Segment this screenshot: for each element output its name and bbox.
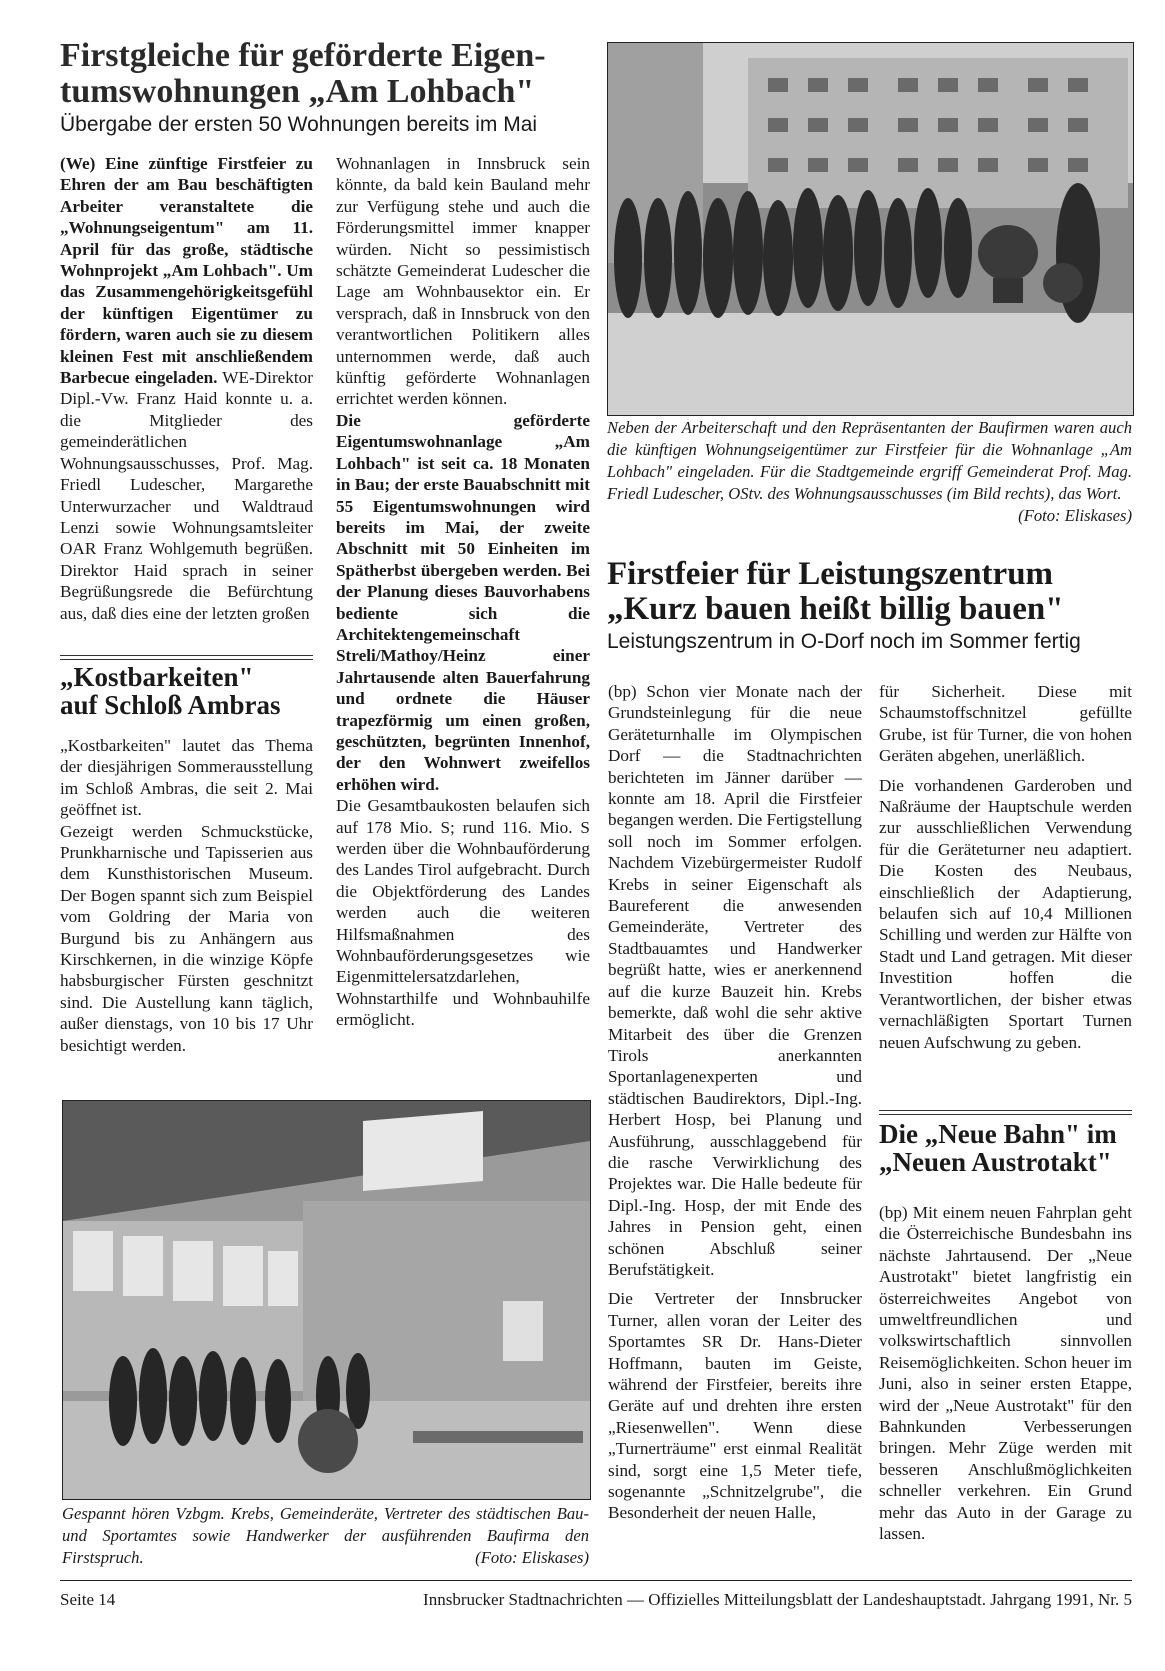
photo-firstfeier-lohbach-image [608, 43, 1133, 415]
article2-body [60, 735, 313, 1056]
article1-col2-p2: Die geförderte Eigentumswohnanlage „Am Lohbach" ist seit ca. 18 Monaten in Bau; der erste Bauabschnitt mit 55 Eigentumswohnungen wird bereits im Mai, der zweite Abschnitt mit 50 Einheiten im Spätherbst übergeben werden. Bei der Planung dieses Bauvorhabens bediente sich die Architektengemeinschaft Streli/Mathoy/Heinz einer Jahrtausende alten Bauerfahrung und ordnete die Häuser trapezförmig um einen großen, geschützten, begrünten Innenhof, der den Wohnwert zweifellos erhöhen wird. [336, 410, 590, 794]
divider-article2 [60, 655, 313, 660]
article3-headline-line1: Firstfeier für Leistungszentrum [607, 556, 1054, 592]
article2-headline-line1: „Kostbarkeiten" [60, 662, 254, 692]
article4-header [879, 1120, 1132, 1177]
article4-body [879, 1202, 1132, 1545]
photo-turnhalle-interior-image [63, 1101, 590, 1499]
article4-text: (bp) Mit einem neuen Fahrplan geht die Österreichische Bundesbahn ins nächste Jahrtausend. Der „Neue Austrotakt" bietet langfristig ein österreichweites Angebot von umweltfreundlichen und volkswirtschaftlich sinnvollen Reisemöglichkeiten. Schon heuer im Juni, also in seiner ersten Etappe, wird der „Neue Austrotakt" für den Bahnkunden Verbesserungen bringen. Mehr Züge werden mit besseren Anschlußmöglichkeiten schneller verkehren. Ein Grund mehr das Auto in der Garage zu lassen. [879, 1203, 1132, 1544]
article1-headline-line2: tumswohnungen „Am Lohbach" [60, 72, 535, 110]
divider-article4 [879, 1110, 1132, 1115]
article2-p2: Gezeigt werden Schmuckstücke, Prunkharnische und Tapisserien aus dem Kunsthistorischen Museum. Der Bogen spannt sich zum Beispiel vom Goldring der Maria von Burgund bis zu Anhängern aus Kirschkernen, in die winzige Köpfe habsburgischer Fürsten geschnitzt sind. Die Austellung kann täglich, außer dienstags, von 10 bis 17 Uhr besichtigt werden. [60, 821, 313, 1055]
photo-turnhalle-interior [62, 1100, 591, 1500]
photo1-caption-text: Neben der Arbeiterschaft und den Repräsentanten der Baufirmen waren auch die künftigen Wohnungseigentümer zur Firstfeier für die Wohnanlage „Am Lohbach" eingeladen. Für die Stadtgemeinde ergriff Gemeinderat Prof. Mag. Friedl Ludescher, OStv. des Wohnungsausschusses (im Bild rechts), das Wort. [607, 418, 1132, 503]
article3-headline-line2: „Kurz bauen heißt billig bauen" [607, 590, 1064, 627]
article3-column2 [879, 681, 1132, 1053]
footer-page-number: Seite 14 [60, 1590, 116, 1609]
footer-publication: Innsbrucker Stadtnachrichten — Offizielles Mitteilungsblatt der Landeshauptstadt. Jahrgang 1991, Nr. 5 [423, 1590, 1132, 1609]
article4-headline-line2: „Neuen Austrotakt" [879, 1147, 1112, 1178]
photo-firstfeier-lohbach [607, 42, 1134, 416]
article1-lead: (We) Eine zünftige Firstfeier zu Ehren der am Bau beschäftigten Arbeiter veranstaltete die „Wohnungseigentum" am 11. April für das große, städtische Wohnprojekt „Am Lohbach". Um das Zusammengehörigkeitsgefühl der künftigen Eigentümer zu fördern, waren auch sie zu diesem kleinen Fest mit anschließendem Barbecue eingeladen. [60, 154, 313, 388]
article3-col2-p2: Die vorhandenen Garderoben und Naßräume der Hauptschule werden zur ausschließlichen Verwendung für die Geräteturner neu adaptiert. Die Kosten des Neubaus, einschließlich der Adaptierung, belaufen sich auf 10,4 Millionen Schilling und werden zur Hälfte von Stadt und Land getragen. Mit dieser Investition hoffen die Verantwortlichen, der bisher etwas vernachläßigten Sportart Turnen neuen Aufschwung zu geben. [879, 775, 1132, 1052]
article3-col1-p2: Die Vertreter der Innsbrucker Turner, allen voran der Leiter des Sportamtes SR Dr. Hans-Dieter Hoffmann, bauten im Geiste, während der Firstfeier, bereits ihre Geräte auf und drehten ihre ersten „Riesenwellen". Wenn diese „Turnerträume" erst einmal Realität sind, sorgt eine 1,5 Meter tiefe, sogenannte „Schnitzelgrube", die Besonderheit der neuen Halle, [608, 1289, 862, 1523]
article3-header [607, 557, 1132, 654]
article3-column1 [608, 681, 862, 1524]
photo1-caption [607, 417, 1132, 525]
article2-headline-line2: auf Schloß Ambras [60, 690, 281, 721]
footer [60, 1590, 1132, 1610]
article1-headline-line1: Firstgleiche für geförderte Eigen- [60, 37, 546, 74]
article3-col2-p1: für Sicherheit. Diese mit Schaumstoffschnitzel gefüllte Grube, ist für Turner, die von hohen Geräten abgehen, unerläßlich. [879, 682, 1132, 766]
article1-subheadline: Übergabe der ersten 50 Wohnungen bereits im Mai [60, 113, 538, 137]
photo2-credit: (Foto: Eliskases) [475, 1548, 589, 1567]
article2-header [60, 663, 313, 720]
article3-subheadline: Leistungszentrum in O-Dorf noch im Sommer fertig [607, 630, 1081, 654]
photo2-caption [62, 1503, 589, 1569]
photo2-caption-text: Gespannt hören Vzbgm. Krebs, Gemeinderäte, Vertreter des städtischen Bau- und Sportamtes sowie Handwerker der ausführenden Baufirma den Firstspruch. [62, 1504, 589, 1567]
article1-col1-text: WE-Direktor Dipl.-Vw. Franz Haid konnte u. a. die Mitglieder des gemeinderätlichen Wohnungsausschusses, Prof. Mag. Friedl Ludescher, Margarethe Unterwurzacher und Waldtraud Lenzi sowie Wohnungsamtsleiter OAR Franz Wohlgemuth begrüßen. Direktor Haid sprach in seiner Begrüßungsrede die Befürchtung aus, daß dies eine der letzten großen [60, 368, 313, 623]
photo2-caption-block [62, 1503, 589, 1569]
photo1-caption-block [607, 417, 1132, 527]
article1-column2 [336, 153, 590, 1031]
article3-col1-p1: (bp) Schon vier Monate nach der Grundsteinlegung für die neue Geräteturnhalle im Olympischen Dorf — die Stadtnachrichten berichteten im Jänner darüber — konnte am 18. April die Firstfeier begangen werden. Die Fertigstellung soll noch im Sommer erfolgen. Nachdem Vizebürgermeister Rudolf Krebs in seiner Eigenschaft als Baureferent die anwesenden Gemeinderäte, Vertreter des Stadtbauamtes und Handwerker begrüßt hatte, wies er anerkennend auf die kurze Bauzeit hin. Krebs bemerkte, daß wohl die sehr aktive Mitarbeit des über die Grenzen Tirols anerkannten Sportanlagenexperten und städtischen Baudirektors, Dipl.-Ing. Herbert Hosp, bei Planung und Ausführung, ausschlaggebend für die rasche Verwirklichung des Projektes war. Die Halle bedeute für Dipl.-Ing. Hosp, der mit Ende des Jahres in Pension geht, einen schönen Abschluß seiner Berufstätigkeit. [608, 682, 862, 1279]
article4-headline-line1: Die „Neue Bahn" im [879, 1119, 1117, 1149]
article1-col2-p3: Die Gesamtbaukosten belaufen sich auf 178 Mio. S; rund 116. Mio. S werden über die Wohnbauförderung des Landes Tirol aufgebracht. Durch die Objektförderung des Landes werden auch die weiteren Hilfsmaßnahmen des Wohnbauförderungsgesetzes wie Eigenmittelersatzdarlehen, Wohnstarthilfe und Wohnbauhilfe ermöglicht. [336, 796, 590, 1030]
article1-col2-p1: Wohnanlagen in Innsbruck sein könnte, da bald kein Bauland mehr zur Verfügung stehe und auch die Förderungsmittel immer knapper würden. Nicht so pessimistisch schätzte Gemeinderat Ludescher die Lage am Wohnbausektor ein. Er versprach, daß in Innsbruck von den verantwortlichen Politikern alles unternommen werde, daß auch künftig geförderte Wohnanlagen errichtet werden können. [336, 154, 590, 409]
footer-rule [60, 1580, 1132, 1581]
article2-p1: „Kostbarkeiten" lautet das Thema der diesjährigen Sommerausstellung im Schloß Ambras, die seit 2. Mai geöffnet ist. [60, 736, 313, 820]
article1-column1 [60, 153, 313, 624]
article1-header [60, 38, 595, 137]
photo1-credit: (Foto: Eliskases) [1018, 506, 1132, 525]
